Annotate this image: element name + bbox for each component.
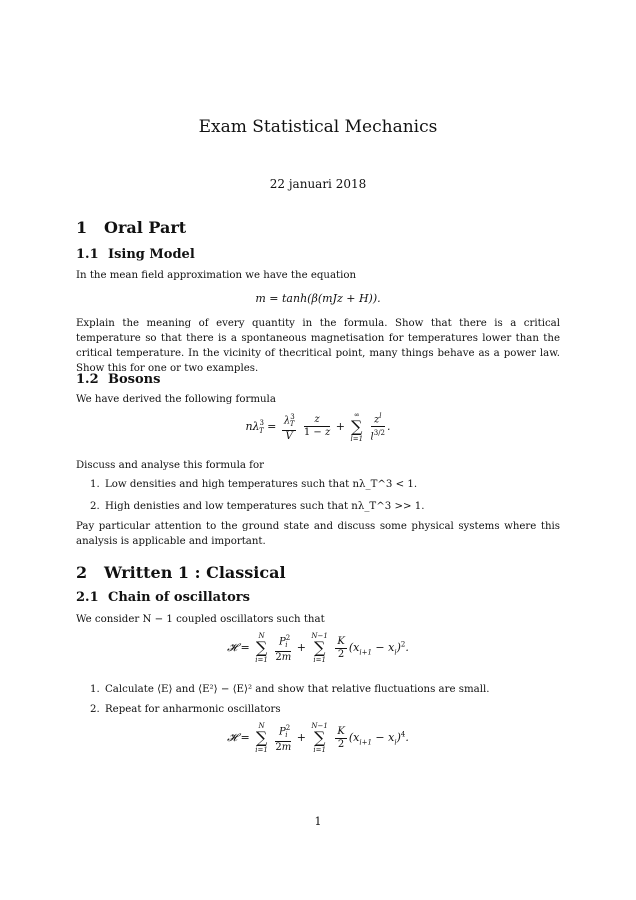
hamiltonian-equation: 𝓗 = N ∑ i=1 $\frac{P^2_i}{2m}$ + N−1 ∑ i=1 $\frac{K}{2}$ $(x_{i+1} - x_i)^2$. bbox=[227, 632, 409, 665]
bosons-equation: $n\lambda^3_T$ = $\frac{\lambda^3_T}{V}$ $\frac{z}{1 - z}$ + ∞ ∑ l=1 $\frac{z^l}{l^{3/2}}$ . bbox=[245, 410, 391, 443]
subsection-title: Bosons bbox=[108, 372, 161, 387]
subsection-heading-2-1 bbox=[76, 590, 250, 605]
subsection-number: 1.2 bbox=[76, 372, 99, 387]
section-number: 2 bbox=[76, 563, 88, 582]
list-item-text: Low densities and high temperatures such that nλ_T^3 < 1. bbox=[105, 479, 418, 490]
subsection-title: Ising Model bbox=[108, 247, 195, 262]
ising-equation: m = tanh(β(mJz + H)). bbox=[255, 292, 381, 305]
list-item: 1. Low densities and high temperatures such that nλ_T^3 < 1. bbox=[90, 479, 418, 490]
section-title: Oral Part bbox=[104, 218, 187, 237]
list-item-text: Calculate ⟨E⟩ and ⟨E²⟩ − ⟨E⟩² and show that relative fluctuations are small. bbox=[105, 684, 490, 695]
bosons-discuss: Discuss and analyse this formula for bbox=[76, 460, 264, 471]
subsection-number: 2.1 bbox=[76, 590, 99, 605]
ising-intro: In the mean field approximation we have the equation bbox=[76, 270, 357, 281]
oscillators-intro: We consider N − 1 coupled oscillators such that bbox=[76, 614, 325, 625]
list-item-text: High denisties and low temperatures such that nλ_T^3 >> 1. bbox=[105, 501, 425, 512]
list-item: 2. High denisties and low temperatures such that nλ_T^3 >> 1. bbox=[90, 501, 425, 512]
list-item-text: Repeat for anharmonic oscillators bbox=[105, 704, 281, 715]
subsection-title: Chain of oscillators bbox=[108, 590, 250, 605]
subsection-heading-1-1 bbox=[76, 247, 195, 262]
section-heading-1 bbox=[76, 218, 186, 237]
document-title: Exam Statistical Mechanics bbox=[198, 117, 438, 137]
subsection-number: 1.1 bbox=[76, 247, 99, 262]
anharmonic-equation: 𝓗 = N ∑ i=1 $\frac{P^2_i}{2m}$ + N−1 ∑ i=1 $\frac{K}{2}$ $(x_{i+1} - x_i)^4$. bbox=[227, 722, 409, 755]
section-title: Written 1 : Classical bbox=[104, 563, 286, 582]
subsection-heading-1-2 bbox=[76, 372, 160, 387]
ising-body: Explain the meaning of every quantity in the formula. Show that there is a critical temperature so that there is a spontaneous magnetisation for temperatures lower than the critical temperature. In the vicinity of thecritical point, many things behave as a power law. Show this for one or two examples. bbox=[76, 318, 560, 374]
bosons-intro: We have derived the following formula bbox=[76, 394, 276, 405]
list-item: 1. Calculate ⟨E⟩ and ⟨E²⟩ − ⟨E⟩² and show that relative fluctuations are small. bbox=[90, 684, 490, 695]
bosons-body: Pay particular attention to the ground state and discuss some physical systems where this analysis is applicable and important. bbox=[76, 521, 560, 547]
section-number: 1 bbox=[76, 218, 88, 237]
page-number: 1 bbox=[314, 815, 322, 828]
document-date: 22 januari 2018 bbox=[269, 177, 367, 191]
section-heading-2 bbox=[76, 563, 286, 582]
list-item: 2. Repeat for anharmonic oscillators bbox=[90, 704, 281, 715]
